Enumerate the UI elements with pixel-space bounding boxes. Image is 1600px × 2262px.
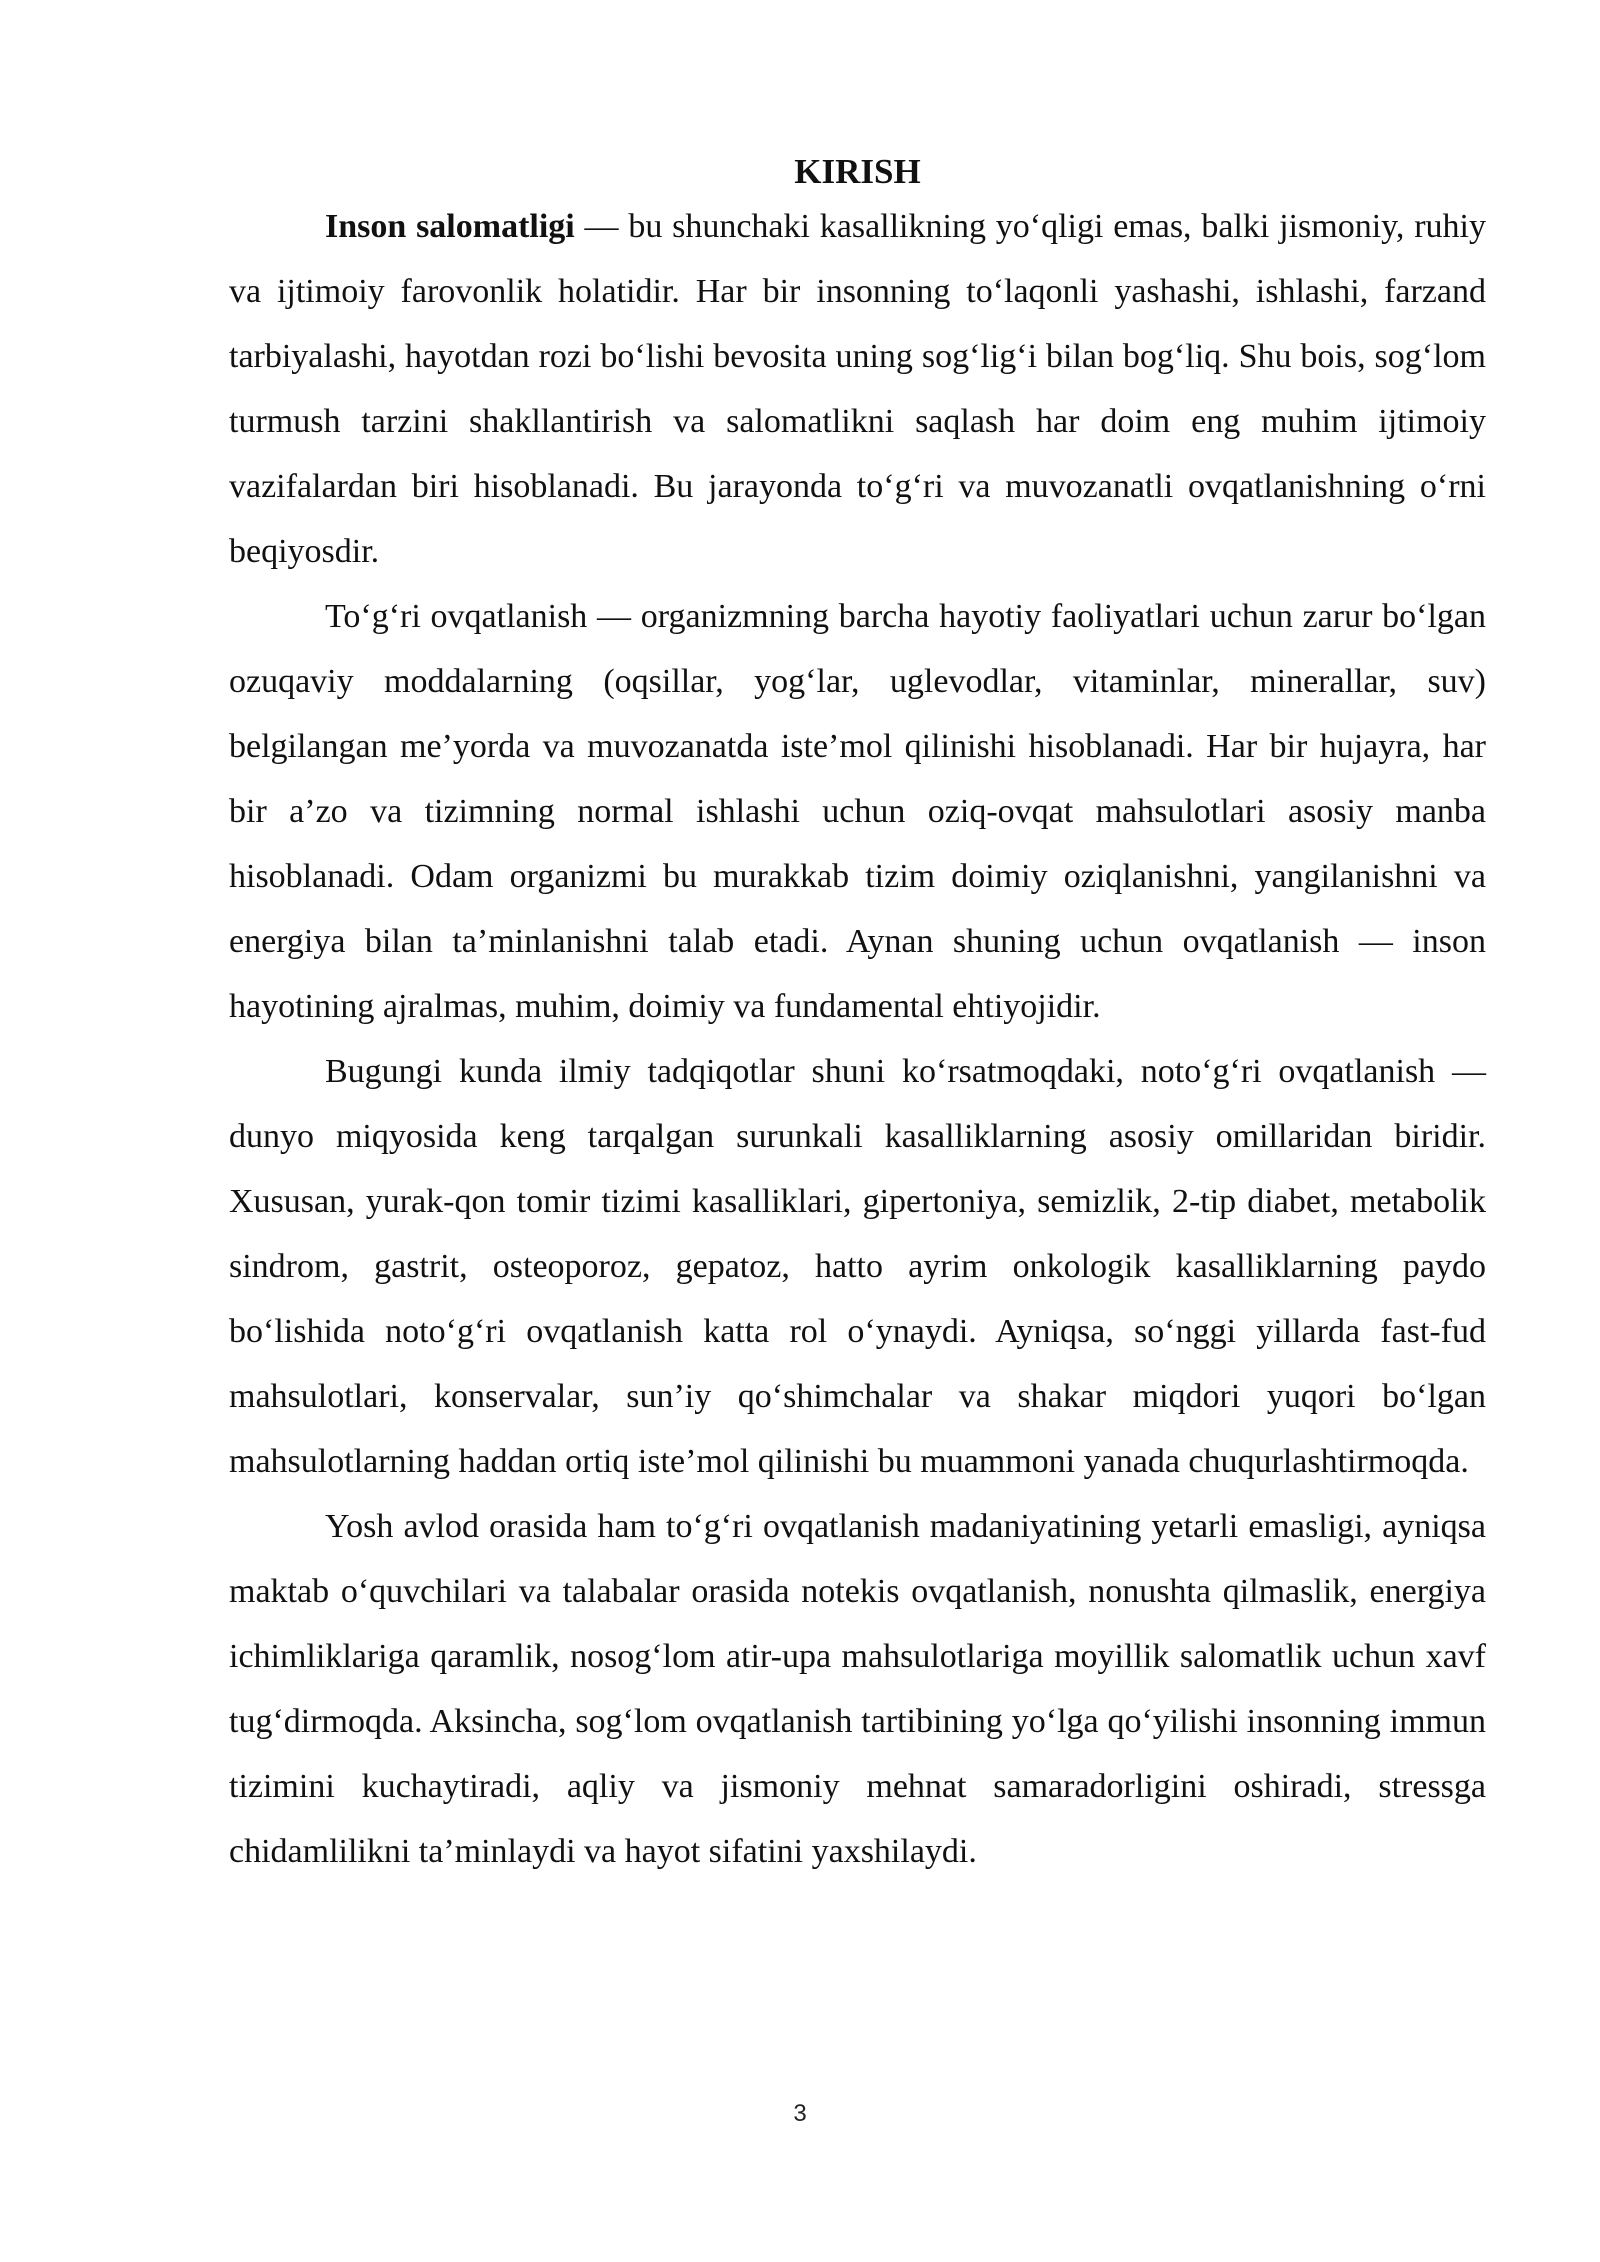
paragraph-1 [229,194,1486,584]
paragraph-1-text: — bu shunchaki kasallikning yo‘qligi emas, balki jismoniy, ruhiy va ijtimoiy farovonlik holatidir. Har bir insonning to‘laqonli yashashi, ishlashi, farzand tarbiyalashi, hayotdan rozi bo‘lishi bevosita uning sog‘lig‘i bilan bog‘liq. Shu bois, sog‘lom turmush tarzini shakllantirish va salomatlikni saqlash har doim eng muhim ijtimoiy vazifalardan biri hisoblanadi. Bu jarayonda to‘g‘ri va muvozanatli ovqatlanishning o‘rni beqiyosdir. [229,208,1486,570]
section-heading: KIRISH [794,152,921,191]
page-number: 3 [793,2100,807,2127]
paragraph-2: To‘g‘ri ovqatlanish — organizmning barcha hayotiy faoliyatlari uchun zarur bo‘lgan ozuqaviy moddalarning (oqsillar, yog‘lar, uglevodlar, vitaminlar, minerallar, suv) belgilangan me’yorda va muvozanatda iste’mol qilinishi hisoblanadi. Har bir hujayra, har bir a’zo va tizimning normal ishlashi uchun oziq-ovqat mahsulotlari asosiy manba hisoblanadi. Odam organizmi bu murakkab tizim doimiy oziqlanishni, yangilanishni va energiya bilan ta’minlanishni talab etadi. Aynan shuning uchun ovqatlanish — inson hayotining ajralmas, muhim, doimiy va fundamental ehtiyojidir. [229,598,1486,1025]
paragraph-4: Yosh avlod orasida ham to‘g‘ri ovqatlanish madaniyatining yetarli emasligi, ayniqsa maktab o‘quvchilari va talabalar orasida notekis ovqatlanish, nonushta qilmaslik, energiya ichimliklariga qaramlik, nosog‘lom atir-upa mahsulotlariga moyillik salomatlik uchun xavf tug‘dirmoqda. Aksincha, sog‘lom ovqatlanish tartibining yo‘lga qo‘yilishi insonning immun tizimini kuchaytiradi, aqliy va jismoniy mehnat samaradorligini oshiradi, stressga chidamlilikni ta’minlaydi va hayot sifatini yaxshilaydi. [229,1508,1486,1870]
paragraph-3: Bugungi kunda ilmiy tadqiqotlar shuni ko‘rsatmoqdaki, noto‘g‘ri ovqatlanish — dunyo miqyosida keng tarqalgan surunkali kasalliklarning asosiy omillaridan biridir. Xususan, yurak-qon tomir tizimi kasalliklari, gipertoniya, semizlik, 2-tip diabet, metabolik sindrom, gastrit, osteoporoz, gepatoz, hatto ayrim onkologik kasalliklarning paydo bo‘lishida noto‘g‘ri ovqatlanish katta rol o‘ynaydi. Ayniqsa, so‘nggi yillarda fast-fud mahsulotlari, konservalar, sun’iy qo‘shimchalar va shakar miqdori yuqori bo‘lgan mahsulotlarning haddan ortiq iste’mol qilinishi bu muammoni yanada chuqurlashtirmoqda. [229,1053,1486,1480]
document-page [229,150,1486,1884]
paragraph-1-lead: Inson salomatligi [325,208,575,245]
